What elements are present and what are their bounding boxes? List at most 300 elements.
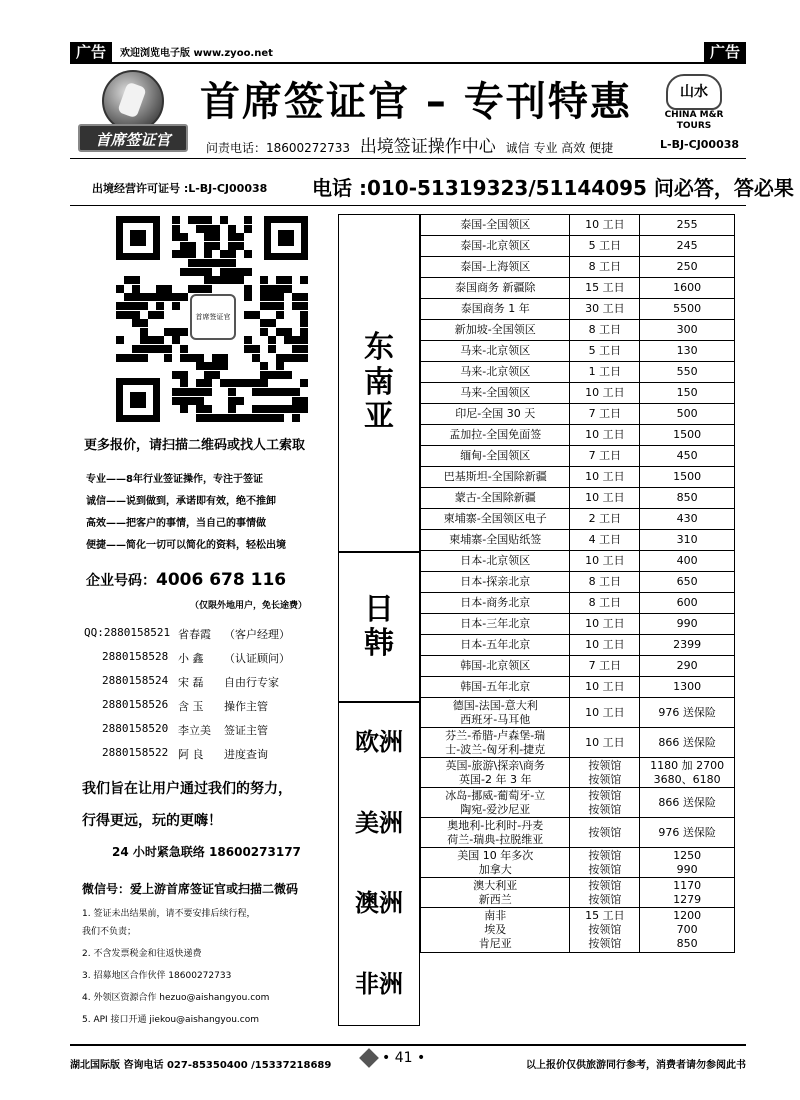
- duration-cell: [570, 257, 640, 278]
- qr-module: [204, 379, 212, 387]
- qr-module: [260, 328, 268, 336]
- qr-module: [164, 328, 172, 336]
- qr-module: [300, 311, 308, 319]
- contact-qq[interactable]: 2880158524: [102, 674, 169, 687]
- price-cell-line: 1200: [673, 909, 702, 922]
- destination-cell-line: 荷兰-瑞典-拉脱维亚: [447, 832, 544, 846]
- qr-module: [244, 345, 252, 353]
- qr-module: [196, 362, 204, 370]
- qr-module: [172, 293, 180, 301]
- qr-module: [116, 354, 124, 362]
- qr-module: [236, 242, 244, 250]
- destination-cell-line: 德国-法国-意大利: [452, 698, 538, 712]
- qr-module: [252, 345, 260, 353]
- price-cell: [640, 698, 735, 728]
- qr-module: [196, 405, 204, 413]
- qr-module: [284, 371, 292, 379]
- contact-role: 签证主管: [224, 724, 268, 737]
- contact-row: [102, 722, 268, 737]
- qr-module: [204, 414, 212, 422]
- price-cell: [640, 848, 735, 878]
- qr-module: [140, 328, 148, 336]
- qr-module: [268, 388, 276, 396]
- destination-cell-line: 奥地利-比利时-丹麦: [447, 818, 544, 832]
- price-row: [421, 236, 735, 257]
- qr-module: [196, 379, 204, 387]
- qr-module: [156, 302, 164, 310]
- destination-cell: [421, 572, 570, 593]
- duration-cell: [570, 320, 640, 341]
- qr-module: [212, 225, 220, 233]
- duration-cell: [570, 341, 640, 362]
- qr-module: [244, 225, 252, 233]
- qr-module: [172, 216, 180, 224]
- duration-cell: [570, 635, 640, 656]
- qr-module: [132, 345, 140, 353]
- company-logo: [78, 70, 188, 156]
- destination-cell-line: 蒙古-全国除新疆: [454, 491, 536, 504]
- destination-cell: [421, 509, 570, 530]
- qr-module: [140, 302, 148, 310]
- price-cell: [640, 635, 735, 656]
- qr-module: [132, 311, 140, 319]
- qr-module: [204, 268, 212, 276]
- qr-module: [284, 328, 292, 336]
- destination-cell-line: 冰岛-挪威-葡萄牙-立: [445, 788, 546, 802]
- duration-cell: [570, 698, 640, 728]
- contact-name: 小 鑫: [178, 652, 204, 665]
- qr-module: [276, 311, 284, 319]
- qr-module: [220, 379, 228, 387]
- enterprise-phone[interactable]: 4006 678 116: [156, 570, 287, 590]
- region-char: 亚: [364, 399, 394, 435]
- qr-module: [292, 345, 300, 353]
- qr-module: [188, 388, 196, 396]
- qr-module: [148, 336, 156, 344]
- qr-module: [124, 354, 132, 362]
- qr-module: [228, 388, 236, 396]
- note-item[interactable]: 5. API 接口开通 jiekou@aishangyou.com: [82, 1015, 260, 1025]
- ad-label-right: 广告: [704, 42, 746, 62]
- region-other-continents: [338, 702, 420, 1026]
- price-row: [421, 677, 735, 698]
- destination-cell: [421, 341, 570, 362]
- qr-module: [268, 405, 276, 413]
- qr-module: [188, 242, 196, 250]
- qr-module: [244, 250, 252, 258]
- contact-qq[interactable]: 2880158520: [102, 722, 169, 735]
- qr-module: [204, 233, 212, 241]
- qr-module: [204, 250, 212, 258]
- qr-module: [260, 379, 268, 387]
- qr-module: [228, 397, 236, 405]
- qr-module: [180, 397, 188, 405]
- destination-cell-line: 日本-五年北京: [460, 638, 531, 651]
- qr-module: [212, 276, 220, 284]
- price-cell: [640, 425, 735, 446]
- qr-module: [220, 216, 228, 224]
- price-cell: [640, 572, 735, 593]
- qr-module: [276, 362, 284, 370]
- price-row: [421, 341, 735, 362]
- duration-cell-line: 10 工日: [585, 554, 625, 567]
- destination-cell: [421, 425, 570, 446]
- qr-module: [284, 336, 292, 344]
- price-cell-line: 310: [676, 533, 698, 546]
- qr-module: [188, 259, 196, 267]
- top-divider: [70, 62, 746, 64]
- qr-module: [244, 293, 252, 301]
- duration-cell-line: 4 工日: [588, 533, 622, 546]
- qr-module: [156, 311, 164, 319]
- qr-module: [172, 302, 180, 310]
- price-row: [421, 572, 735, 593]
- price-cell-line: 700: [676, 923, 698, 936]
- qr-module: [156, 336, 164, 344]
- contact-qq[interactable]: 2880158522: [102, 746, 169, 759]
- destination-cell: [421, 488, 570, 509]
- price-cell: [640, 593, 735, 614]
- qr-module: [284, 405, 292, 413]
- destination-cell-line: 澳大利亚: [473, 878, 518, 892]
- enterprise-label: 企业号码：: [86, 573, 156, 589]
- qr-module: [244, 336, 252, 344]
- qr-finder: [116, 378, 160, 422]
- price-row: [421, 404, 735, 425]
- qr-module: [156, 293, 164, 301]
- duration-cell-line: 15 工日: [585, 281, 625, 294]
- qr-module: [228, 379, 236, 387]
- price-cell: [640, 320, 735, 341]
- contact-qq[interactable]: QQ:2880158521: [84, 626, 171, 639]
- qr-module: [236, 276, 244, 284]
- destination-cell-line: 马来-北京领区: [460, 344, 531, 357]
- price-cell-line: 600: [676, 596, 698, 609]
- price-cell-line: 1600: [673, 281, 702, 294]
- price-cell-line: 866 送保险: [658, 735, 716, 749]
- qr-module: [212, 233, 220, 241]
- qr-module: [188, 268, 196, 276]
- destination-cell-line: 英国-2 年 3 年: [458, 772, 532, 786]
- destination-cell-line: 韩国-五年北京: [460, 680, 531, 693]
- price-cell-line: 1300: [673, 680, 702, 693]
- price-cell: [640, 215, 735, 236]
- destination-cell-line: 新西兰: [478, 892, 512, 906]
- duration-cell-line: 30 工日: [585, 302, 625, 315]
- footer-edition: 湖北国际版 咨询电话 027-85350400 /15337218689: [70, 1060, 332, 1071]
- qr-module: [268, 371, 276, 379]
- qr-module: [180, 293, 188, 301]
- qr-module: [172, 371, 180, 379]
- slogan-line-2: 行得更远，玩的更嗨！: [82, 813, 222, 829]
- qr-module: [132, 285, 140, 293]
- qr-module: [260, 405, 268, 413]
- contact-role: 操作主管: [224, 700, 268, 713]
- qr-module: [276, 414, 284, 422]
- destination-cell-line: 韩国-北京领区: [460, 659, 531, 672]
- destination-cell-line: 南非: [484, 909, 507, 922]
- price-table: [420, 214, 735, 953]
- qr-module: [268, 345, 276, 353]
- qr-module: [228, 250, 236, 258]
- price-row: [421, 425, 735, 446]
- qr-module: [268, 319, 276, 327]
- price-cell-line: 990: [676, 617, 698, 630]
- price-cell: [640, 614, 735, 635]
- price-row: [421, 728, 735, 758]
- duration-cell-line: 按领馆: [588, 825, 622, 839]
- qr-module: [252, 405, 260, 413]
- free-call-note: （仅限外地用户，免长途费）: [190, 601, 308, 611]
- destination-cell-line: 日本-三年北京: [460, 617, 531, 630]
- duration-cell: [570, 593, 640, 614]
- qr-module: [244, 285, 252, 293]
- qr-module: [132, 354, 140, 362]
- header-contact-line: [206, 132, 613, 157]
- qr-module: [180, 250, 188, 258]
- qr-module: [204, 362, 212, 370]
- contact-name: 省春霞: [178, 628, 211, 641]
- qr-module: [204, 371, 212, 379]
- price-cell: [640, 236, 735, 257]
- destination-cell-line: 日本-北京领区: [460, 554, 531, 567]
- qr-module: [260, 285, 268, 293]
- qr-module: [172, 397, 180, 405]
- slogan-line-1: 我们旨在让用户通过我们的努力，: [82, 781, 292, 797]
- qr-module: [180, 268, 188, 276]
- region-char: 日: [364, 591, 394, 627]
- partner-logo-icon: 山水: [666, 74, 722, 110]
- qr-module: [196, 285, 204, 293]
- qr-module: [276, 328, 284, 336]
- destination-cell-line: 英国-旅游\探亲\商务: [445, 758, 545, 772]
- note-item: 2. 不含发票税金和往返快递费: [82, 949, 202, 959]
- duration-cell-line: 10 工日: [585, 735, 625, 749]
- header-divider: [70, 158, 746, 159]
- qr-module: [252, 354, 260, 362]
- price-cell: [640, 818, 735, 848]
- price-cell: [640, 728, 735, 758]
- qr-module: [156, 345, 164, 353]
- qr-module: [276, 354, 284, 362]
- qr-module: [228, 276, 236, 284]
- contact-qq[interactable]: 2880158528: [102, 650, 169, 663]
- qr-module: [276, 371, 284, 379]
- qr-module: [172, 336, 180, 344]
- price-cell: [640, 467, 735, 488]
- duration-cell: [570, 467, 640, 488]
- destination-cell: [421, 848, 570, 878]
- price-row: [421, 878, 735, 908]
- qr-module: [196, 414, 204, 422]
- destination-cell: [421, 788, 570, 818]
- region-africa: 非洲: [355, 969, 403, 998]
- destination-cell-line: 巴基斯坦-全国除新疆: [443, 470, 547, 483]
- more-price-text: 更多报价，请扫描二维码或找人工索取: [84, 438, 306, 453]
- license-code: L-BJ-CJ00038: [660, 138, 740, 151]
- qr-module: [164, 354, 172, 362]
- duration-cell-line: 2 工日: [588, 512, 622, 525]
- price-row: [421, 788, 735, 818]
- price-cell-line: 130: [676, 344, 698, 357]
- destination-cell: [421, 635, 570, 656]
- price-row: [421, 257, 735, 278]
- wechat-line: 微信号：爱上游首席签证官或扫描二微码: [82, 882, 299, 896]
- qr-module: [180, 371, 188, 379]
- destination-cell: [421, 908, 570, 953]
- destination-cell-line: 马来-全国领区: [460, 386, 531, 399]
- destination-cell-line: 泰国商务 新疆除: [454, 281, 536, 294]
- price-cell: [640, 509, 735, 530]
- qr-module: [132, 302, 140, 310]
- price-cell-line: 650: [676, 575, 698, 588]
- price-cell-line: 1500: [673, 470, 702, 483]
- destination-cell-line: 美国 10 年多次: [457, 848, 534, 862]
- contact-name: 阿 良: [178, 748, 204, 761]
- destination-cell: [421, 728, 570, 758]
- qr-module: [212, 242, 220, 250]
- duration-cell-line: 7 工日: [588, 449, 622, 462]
- price-row: [421, 635, 735, 656]
- contact-name: 李立美: [178, 724, 211, 737]
- price-cell: [640, 878, 735, 908]
- destination-cell-line: 埃及: [484, 923, 507, 936]
- destination-cell: [421, 446, 570, 467]
- duration-cell: [570, 488, 640, 509]
- region-char: 南: [364, 364, 394, 400]
- urgent-contact: 24 小时紧急联络 18600273177: [112, 845, 301, 859]
- qr-module: [180, 233, 188, 241]
- qr-module: [132, 293, 140, 301]
- price-cell: [640, 362, 735, 383]
- price-cell-line: 430: [676, 512, 698, 525]
- price-row: [421, 383, 735, 404]
- destination-cell: [421, 656, 570, 677]
- price-row: [421, 299, 735, 320]
- destination-cell-line: 芬兰-希腊-卢森堡-瑞: [445, 728, 546, 742]
- destination-cell-line: 泰国-北京领区: [460, 239, 531, 252]
- qr-code[interactable]: [116, 216, 308, 422]
- duration-cell: [570, 614, 640, 635]
- destination-cell-line: 肯尼亚: [478, 937, 512, 950]
- price-row: [421, 908, 735, 953]
- price-row: [421, 848, 735, 878]
- qr-module: [156, 285, 164, 293]
- price-cell: [640, 278, 735, 299]
- qr-module: [204, 225, 212, 233]
- duration-cell-line: 15 工日: [585, 909, 625, 922]
- duration-cell: [570, 848, 640, 878]
- qr-module: [188, 397, 196, 405]
- duration-cell: [570, 677, 640, 698]
- destination-cell: [421, 530, 570, 551]
- contact-role: 自由行专家: [224, 676, 279, 689]
- note-item: 1. 签证未出结果前，请不要安排后续行程，: [82, 909, 256, 919]
- destination-cell: [421, 404, 570, 425]
- region-southeast-asia: [338, 214, 420, 552]
- qr-module: [164, 293, 172, 301]
- price-row: [421, 320, 735, 341]
- qr-module: [300, 302, 308, 310]
- destination-cell-line: 泰国商务 1 年: [460, 302, 530, 315]
- qr-module: [252, 379, 260, 387]
- price-cell: [640, 488, 735, 509]
- qr-module: [292, 405, 300, 413]
- duration-cell-line: 按领馆: [588, 878, 622, 892]
- duration-cell-line: 按领馆: [588, 923, 622, 936]
- contact-qq[interactable]: 2880158526: [102, 698, 169, 711]
- duration-cell-line: 10 工日: [585, 705, 625, 719]
- qr-module: [300, 397, 308, 405]
- destination-cell: [421, 551, 570, 572]
- duration-cell-line: 按领馆: [588, 892, 622, 906]
- qr-module: [196, 268, 204, 276]
- price-cell-line: 850: [676, 491, 698, 504]
- duration-cell-line: 按领馆: [588, 788, 622, 802]
- destination-cell-line: 西班牙-马耳他: [460, 712, 531, 726]
- qr-module: [204, 276, 212, 284]
- destination-cell: [421, 362, 570, 383]
- qr-module: [204, 242, 212, 250]
- note-item: 我们不负责；: [82, 927, 137, 937]
- price-cell-line: 290: [676, 659, 698, 672]
- duration-cell: [570, 383, 640, 404]
- qr-module: [196, 354, 204, 362]
- price-row: [421, 278, 735, 299]
- qr-module: [140, 293, 148, 301]
- motto-convenience: 便捷——简化一切可以简化的资料，轻松出境: [86, 540, 286, 551]
- duration-cell-line: 10 工日: [585, 491, 625, 504]
- qr-module: [212, 414, 220, 422]
- qr-module: [228, 259, 236, 267]
- duration-cell-line: 8 工日: [588, 596, 622, 609]
- qr-module: [140, 336, 148, 344]
- price-cell-line: 2399: [673, 638, 702, 651]
- price-cell-line: 400: [676, 554, 698, 567]
- note-item[interactable]: 4. 外领区资源合作 hezuo@aishangyou.com: [82, 993, 270, 1003]
- duration-cell: [570, 215, 640, 236]
- duration-cell: [570, 758, 640, 788]
- welcome-text: 欢迎浏览电子版 www.zyoo.net: [120, 48, 273, 59]
- destination-cell: [421, 758, 570, 788]
- qr-module: [292, 354, 300, 362]
- contact-role: （客户经理）: [224, 628, 290, 641]
- destination-cell: [421, 614, 570, 635]
- contact-role: 进度查询: [224, 748, 268, 761]
- price-cell: [640, 551, 735, 572]
- price-cell-line: 1500: [673, 428, 702, 441]
- duration-cell-line: 10 工日: [585, 680, 625, 693]
- price-cell: [640, 299, 735, 320]
- qr-module: [252, 311, 260, 319]
- duration-cell: [570, 551, 640, 572]
- duration-cell-line: 10 工日: [585, 386, 625, 399]
- qr-module: [284, 285, 292, 293]
- price-cell: [640, 446, 735, 467]
- qr-module: [148, 311, 156, 319]
- duration-cell: [570, 509, 640, 530]
- destination-cell: [421, 320, 570, 341]
- destination-cell: [421, 593, 570, 614]
- qr-module: [220, 259, 228, 267]
- destination-cell: [421, 698, 570, 728]
- duration-cell-line: 10 工日: [585, 617, 625, 630]
- destination-cell: [421, 467, 570, 488]
- destination-cell-line: 陶宛-爱沙尼亚: [460, 802, 531, 816]
- qr-module: [204, 388, 212, 396]
- qr-module: [276, 293, 284, 301]
- qr-module: [292, 388, 300, 396]
